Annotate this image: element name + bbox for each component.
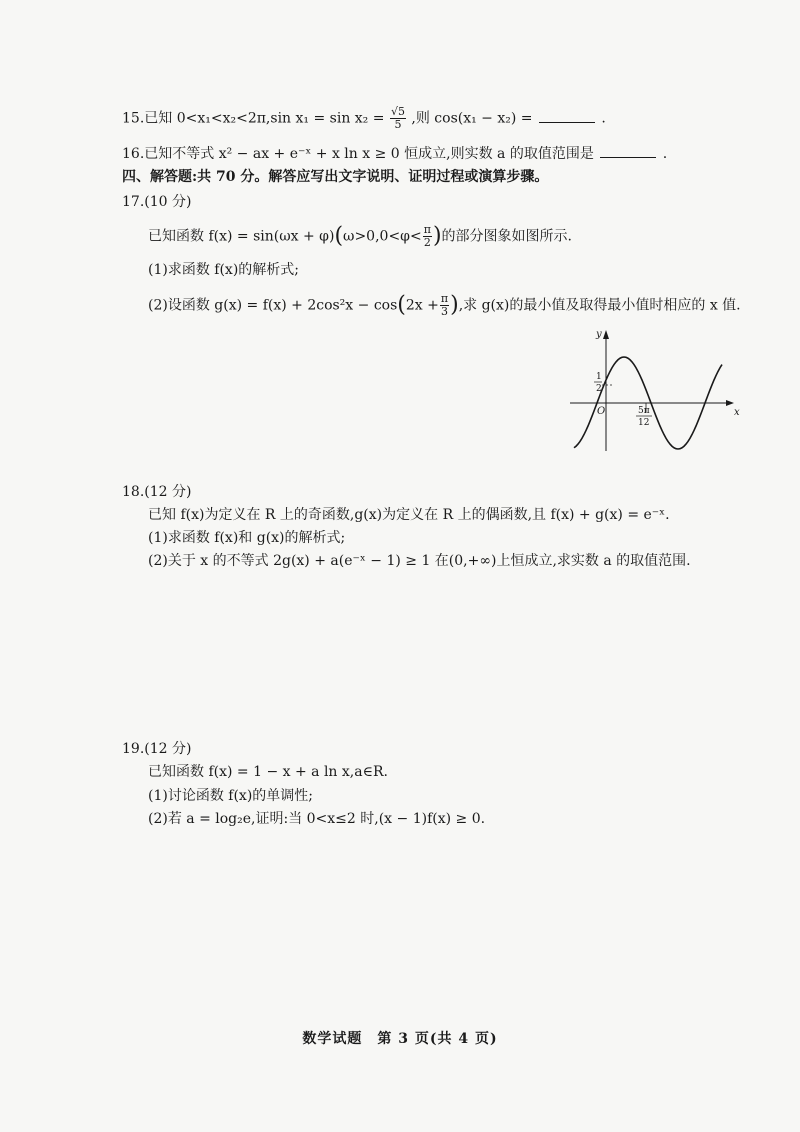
x-axis-label: x — [734, 407, 740, 418]
q18-part2: (2)关于 x 的不等式 2g(x) + a(e⁻ˣ − 1) ≥ 1 在(0,+∞)上恒成立,求实数 a 的取值范围. — [148, 553, 691, 569]
q17-part1: (1)求函数 f(x)的解析式; — [148, 262, 299, 278]
q16-text: 16.已知不等式 x² − ax + e⁻ˣ + x ln x ≥ 0 恒成立,则实数 a 的取值范围是 — [122, 146, 594, 162]
q15-prefix: 15.已知 0<x₁<x₂<2π,sin x₁ = sin x₂ = — [122, 110, 385, 127]
sine-graph — [566, 325, 742, 455]
origin-label: O — [597, 406, 606, 417]
q19-part2: (2)若 a = log₂e,证明:当 0<x≤2 时,(x − 1)f(x) ≥ 0. — [148, 811, 486, 827]
question-16: 16.已知不等式 x² − ax + e⁻ˣ + x ln x ≥ 0 恒成立,则实数 a 的取值范围是 . — [122, 146, 668, 162]
page-footer: 数学试题 第 3 页(共 4 页) — [302, 1031, 498, 1047]
q18-part1: (1)求函数 f(x)和 g(x)的解析式; — [148, 530, 346, 546]
x-axis-arrow — [726, 400, 734, 406]
q15-answer-blank[interactable] — [539, 110, 595, 123]
q17-stem: 已知函数 f(x) = sin(ωx + φ)(ω>0,0<φ< $\frac{\pi}{2}$ )的部分图象如图所示. — [148, 223, 572, 249]
q19-part1: (1)讨论函数 f(x)的单调性; — [148, 788, 313, 804]
y-axis-label: y — [596, 329, 602, 340]
q19-header: 19.(12 分) — [122, 741, 192, 757]
q15-suffix: ,则 cos(x₁ − x₂) = — [411, 110, 533, 127]
q16-answer-blank[interactable] — [600, 145, 656, 158]
y-tick-den: 2 — [596, 384, 602, 394]
y-axis-arrow — [603, 330, 609, 339]
y-tick-num: 1 — [596, 372, 602, 382]
x-tick-num: 5π — [638, 406, 650, 416]
q15-fraction: $\frac{√5}{5}$ — [390, 105, 405, 131]
x-tick-den: 12 — [638, 418, 650, 428]
q17-part2: (2)设函数 g(x) = f(x) + 2cos²x − cos(2x + $\frac{\pi}{3}$ ),求 g(x)的最小值及取得最小值时相应的 x 值. — [148, 292, 741, 318]
q18-header: 18.(12 分) — [122, 484, 192, 500]
q17-header: 17.(10 分) — [122, 194, 192, 210]
section-header: 四、解答题:共 70 分。解答应写出文字说明、证明过程或演算步骤。 — [122, 169, 549, 185]
q19-stem: 已知函数 f(x) = 1 − x + a ln x,a∈R. — [148, 764, 388, 780]
question-15: 15.已知 0<x₁<x₂<2π,sin x₁ = sin x₂ = $\frac{√5}{5}$ ,则 cos(x₁ − x₂) = . — [122, 105, 606, 131]
q18-stem: 已知 f(x)为定义在 R 上的奇函数,g(x)为定义在 R 上的偶函数,且 f(x) + g(x) = e⁻ˣ. — [148, 507, 670, 523]
